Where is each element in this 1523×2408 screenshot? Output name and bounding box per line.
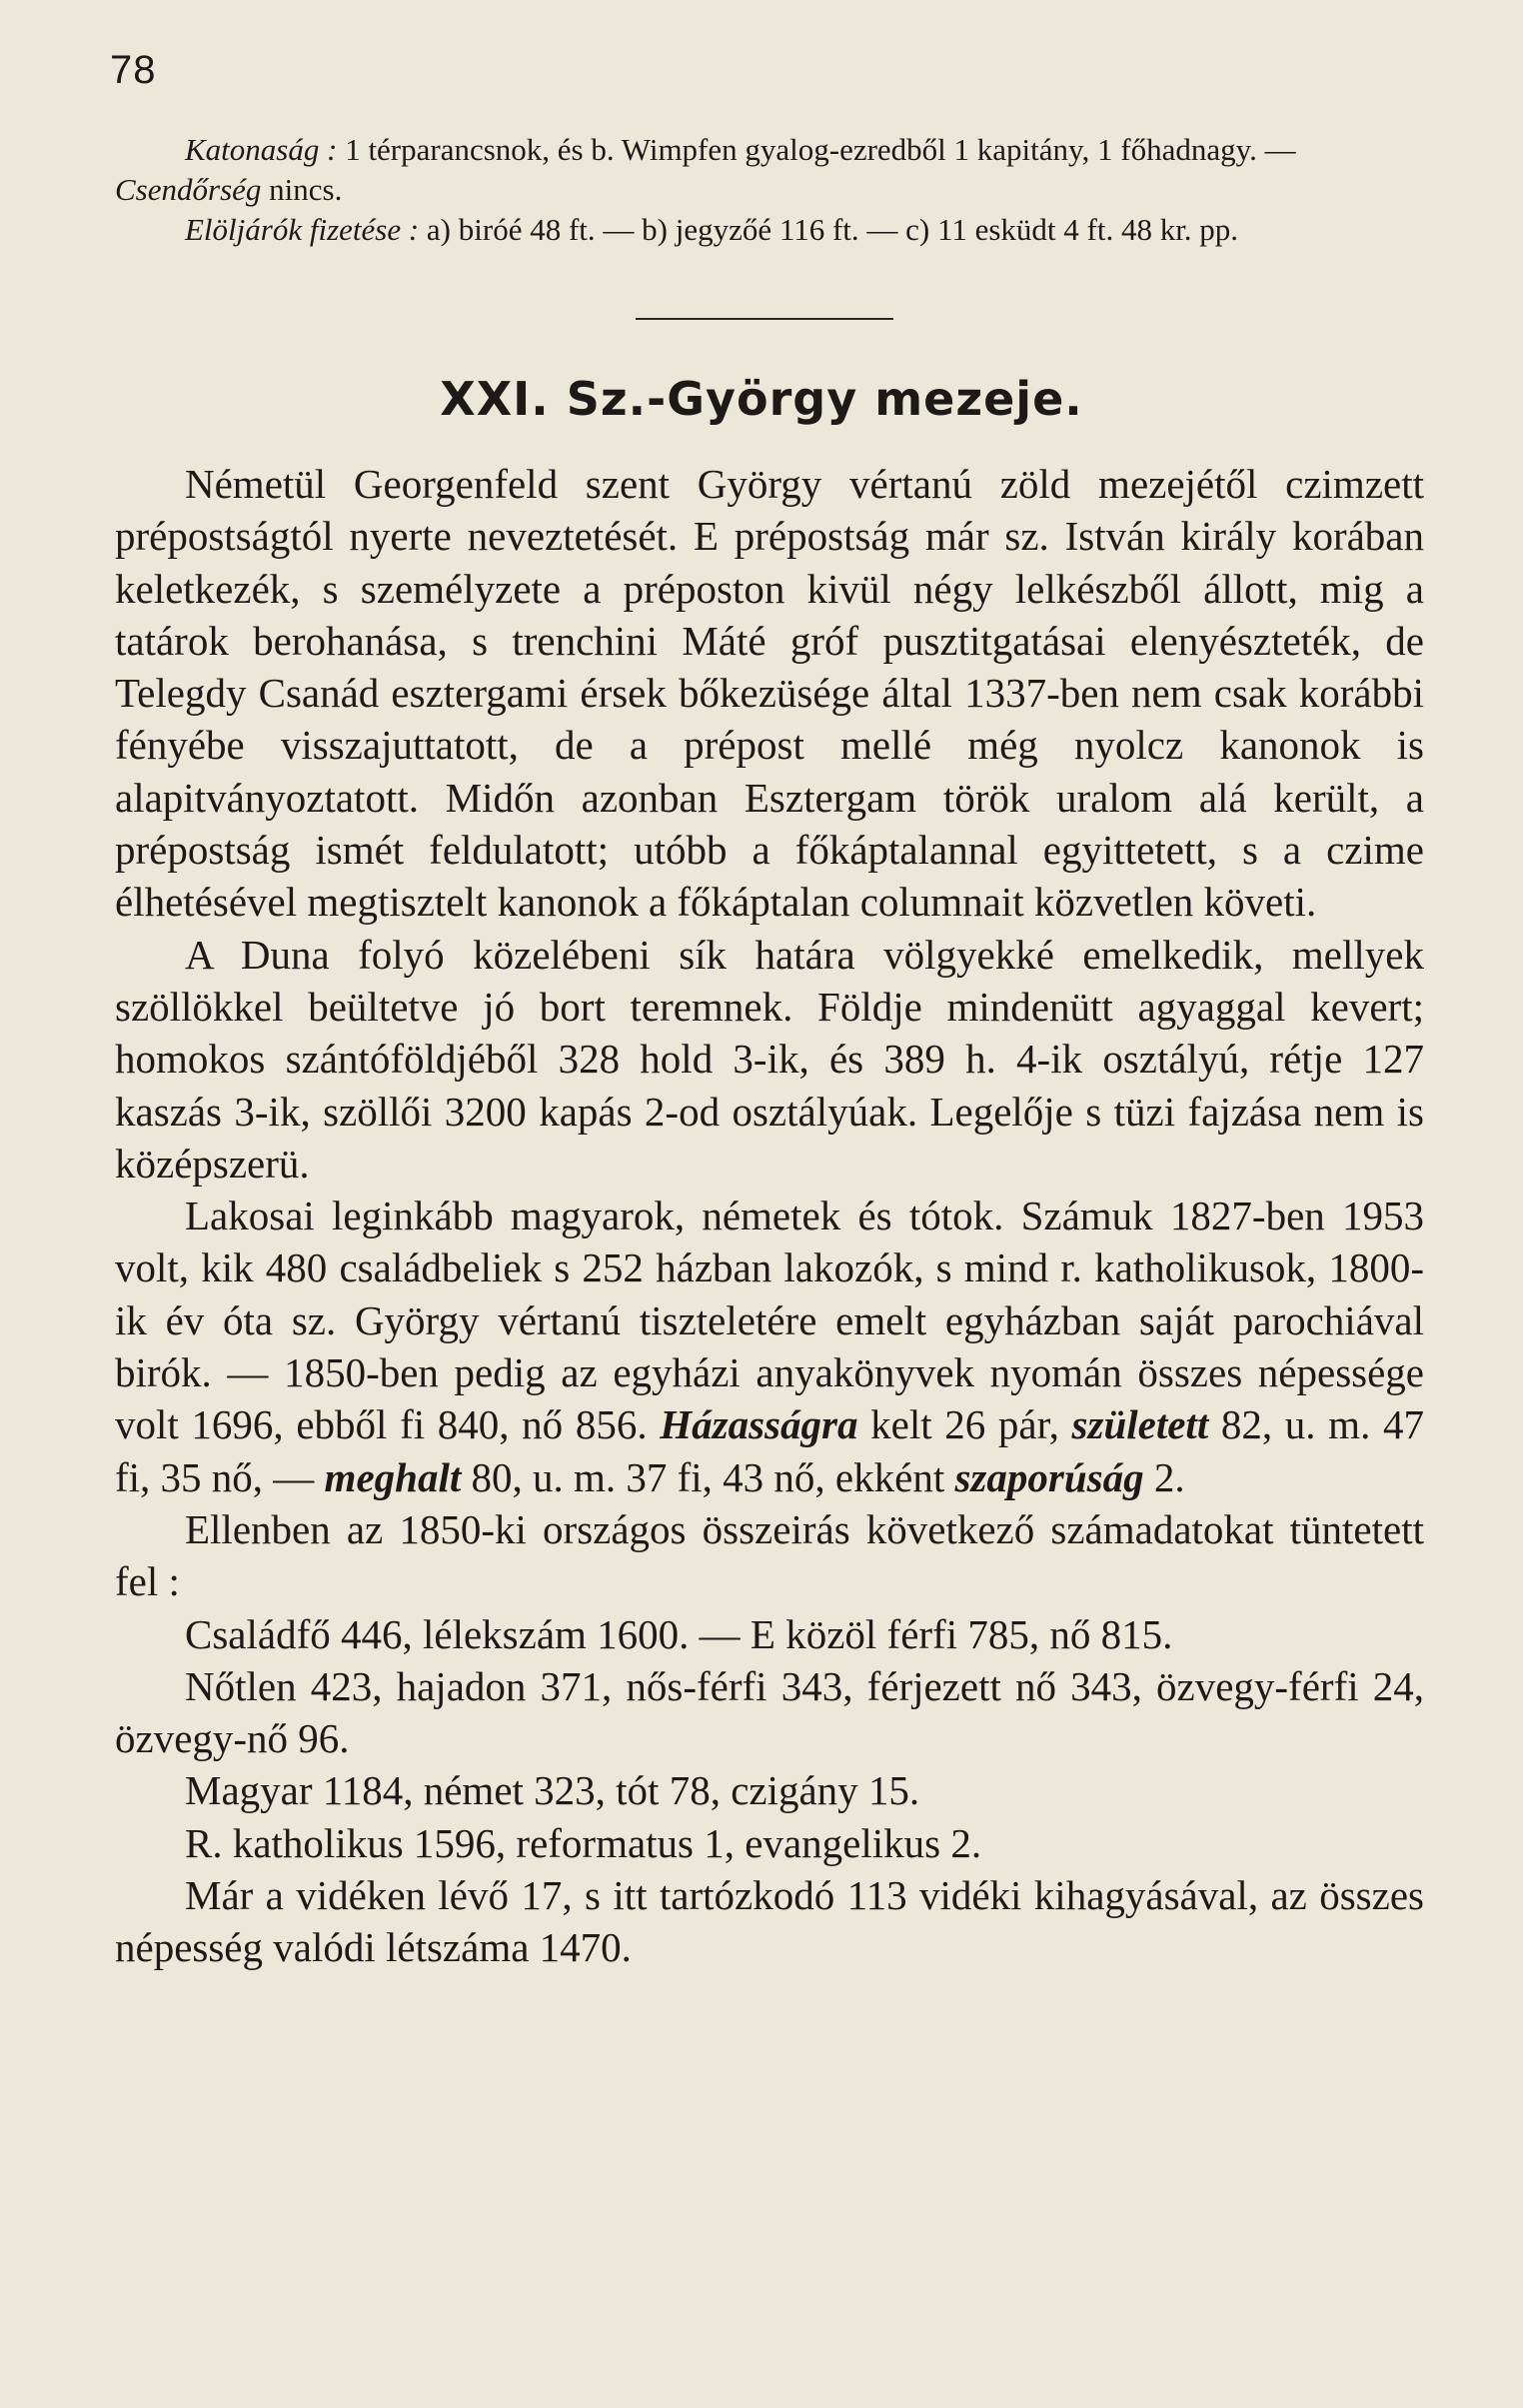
population-text-e: 2.: [1153, 1453, 1185, 1500]
military-note: [115, 130, 1444, 210]
paragraph-population: [115, 1190, 1424, 1503]
population-text-c: 82, u. m. 47 fi, 35 nő, —: [115, 1401, 1424, 1500]
paragraph-households: Családfő 446, lélekszám 1600. — E közöl férfi 785, nő 815.: [185, 1610, 1173, 1657]
eloljarok-label: Elöljárók fizetése :: [185, 212, 420, 247]
term-szaporusag: szaporúság: [954, 1453, 1144, 1500]
paragraph-actual-population: Már a vidéken lévő 17, s itt tartózkodó 113 vidéki kihagyásával, az összes népesség valódi létszáma 1470.: [115, 1872, 1424, 1971]
csendorseg-text: nincs.: [269, 172, 343, 207]
population-text-a: Lakosai leginkább magyarok, németek és tótok. Számuk 1827-ben 1953 volt, kik 480 családbeliek s 252 házban lakozók, s mind r. katholikusok, 1800-ik év óta sz. György vértanú tiszteletére emelt egyházban saját parochiával birók. — 1850-ben pedig az egyházi anyakönyvek nyomán összes népessége volt 1696, ebből fi 840, nő 856.: [115, 1193, 1424, 1448]
term-hazassagra: Házasságra: [660, 1401, 858, 1448]
population-text-b: kelt 26 pár,: [870, 1401, 1059, 1448]
term-meghalt: meghalt: [324, 1453, 462, 1500]
csendorseg-label: Csendőrség: [115, 172, 262, 207]
paragraph-religion: R. katholikus 1596, reformatus 1, evangelikus 2.: [185, 1819, 982, 1866]
term-szuletett: született: [1071, 1401, 1209, 1448]
header-notes: [115, 130, 1444, 250]
paragraph-nationality: Magyar 1184, német 323, tót 78, czigány 15.: [185, 1767, 920, 1814]
katonasag-label: Katonaság :: [185, 132, 338, 167]
eloljarok-text: a) biróé 48 ft. — b) jegyzőé 116 ft. — c) 11 esküdt 4 ft. 48 kr. pp.: [426, 212, 1239, 247]
page-number: 78: [110, 48, 157, 92]
paragraph-marital: Nőtlen 423, hajadon 371, nős-férfi 343, férjezett nő 343, özvegy-férfi 24, özvegy-nő 96.: [115, 1662, 1424, 1762]
chapter-body: [115, 458, 1424, 1974]
paragraph-land: A Duna folyó közelébeni sík határa völgyekké emelkedik, mellyek szöllökkel beültetve jó bort teremnek. Földje mindenütt agyaggal kevert; homokos szántóföldjéből 328 hold 3-ik, és 389 h. 4-ik osztályú, rétje 127 kaszás 3-ik, szöllői 3200 kapás 2-od osztályúak. Legelője s tüzi fajzása nem is középszerü.: [115, 931, 1424, 1187]
officials-salary-note: [115, 210, 1444, 250]
chapter-title: XXI. Sz.-György mezeje.: [440, 372, 1083, 426]
paragraph-history: Németül Georgenfeld szent György vértanú zöld mezejétől czimzett prépostságtól nyerte neveztetését. E prépostság már sz. István király korában keletkezék, s személyzete a préposton kivül négy lelkészből állott, mig a tatárok berohanása, s trenchini Máté gróf pusztitgatásai elenyészteték, de Telegdy Csanád esztergami érsek bőkezüsége által 1337-ben nem csak korábbi fényébe visszajuttatott, de a prépost mellé még nyolcz kanonok is alapitványoztatott. Midőn azonban Esztergam török uralom alá került, a prépostság ismét feldulatott; utóbb a főkáptalannal egyittetett, s a czime élhetésével megtisztelt kanonok a főkáptalan columnait közvetlen követi.: [115, 461, 1424, 926]
population-text-d: 80, u. m. 37 fi, 43 nő, ekként: [471, 1453, 945, 1500]
section-divider: [636, 318, 893, 320]
paragraph-census-intro: Ellenben az 1850-ki országos összeirás következő számadatokat tüntetett fel :: [115, 1505, 1424, 1605]
katonasag-text: 1 térparancsnok, és b. Wimpfen gyalog-ezredből 1 kapitány, 1 főhadnagy. —: [345, 132, 1296, 167]
